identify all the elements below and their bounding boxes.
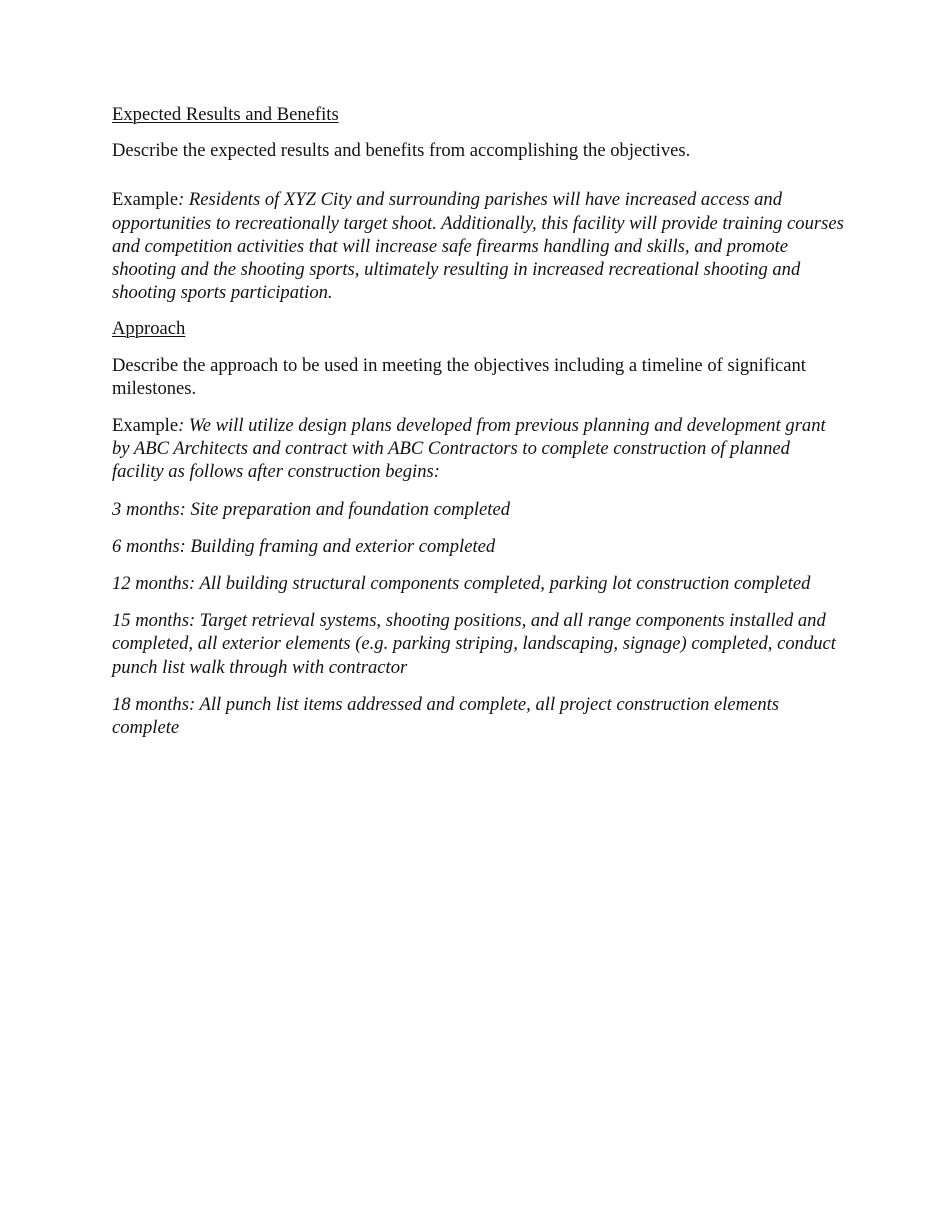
milestone-item: 15 months: Target retrieval systems, shooting positions, and all range components installed and completed, all exterior elements (e.g. parking striping, landscaping, signage) completed, conduct punch list walk through with contractor [112, 610, 836, 678]
example-text: : Residents of XYZ City and surrounding parishes will have increased access and opportunities to recreationally target shoot. Additionally, this facility will provide training courses and competition activities that will increase safe firearms handling and skills, and promote shooting and the shooting sports, ultimately resulting in increased recreational shooting and shooting sports participation. [112, 189, 844, 304]
milestone-item: 6 months: Building framing and exterior completed [112, 535, 496, 557]
results-description: Describe the expected results and benefits from accomplishing the objectives. [112, 140, 691, 162]
document-page [112, 103, 844, 739]
example-label: Example [112, 415, 179, 437]
section-heading-expected-results: Expected Results and Benefits [112, 104, 339, 125]
results-example [112, 188, 844, 304]
milestone-item: 3 months: Site preparation and foundation completed [112, 498, 511, 520]
milestone-item: 18 months: All punch list items addressed and complete, all project construction elements complete [112, 693, 780, 739]
example-text: : We will utilize design plans developed from previous planning and development grant by ABC Architects and contract with ABC Contractors to complete construction of planned facility as follows after construction begins: [112, 415, 826, 483]
approach-example [112, 414, 844, 484]
approach-description: Describe the approach to be used in meeting the objectives including a timeline of significant milestones. [112, 354, 806, 399]
section-heading-approach: Approach [112, 318, 186, 340]
example-label: Example [112, 189, 179, 211]
milestone-item: 12 months: All building structural components completed, parking lot construction completed [112, 573, 811, 595]
